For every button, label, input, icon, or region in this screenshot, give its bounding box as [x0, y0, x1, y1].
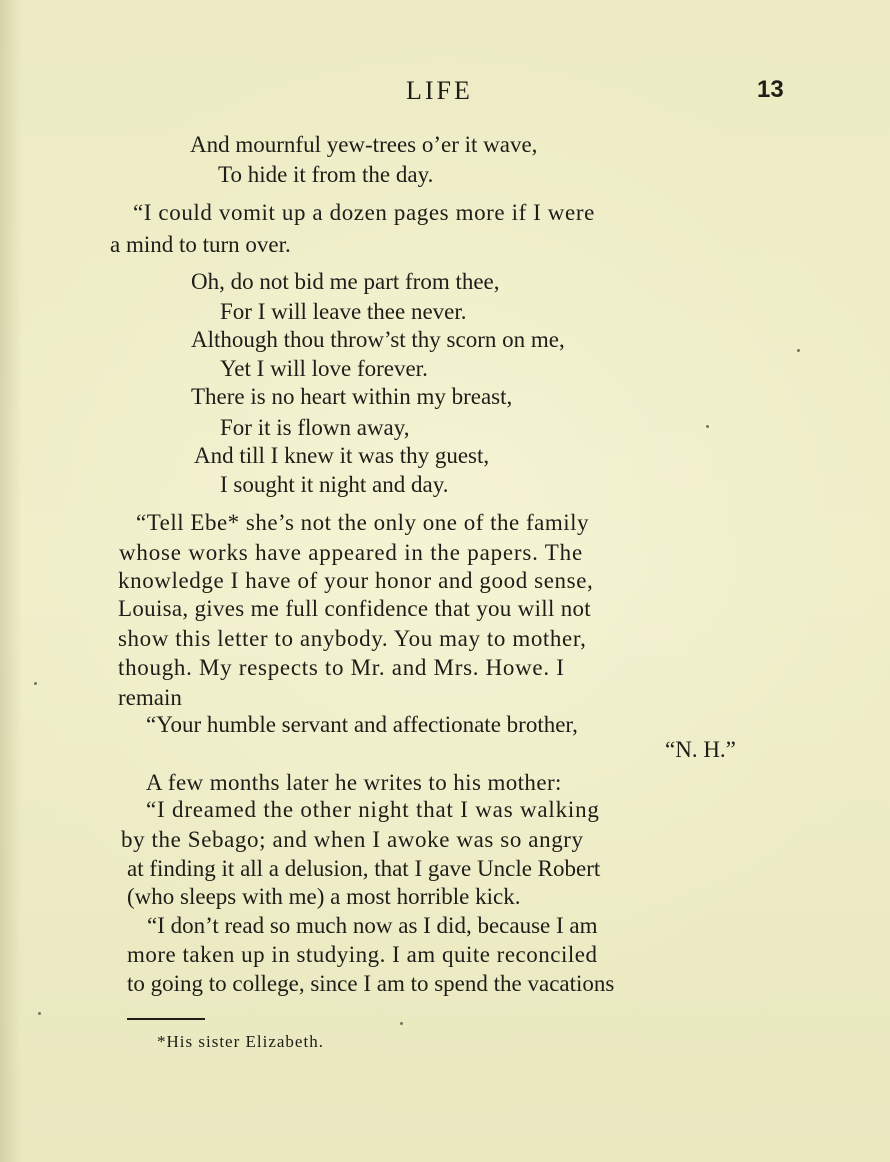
prose-line: a mind to turn over. — [110, 232, 291, 257]
prose-line: remain — [118, 685, 182, 710]
prose-line: by the Sebago; and when I awoke was so angry — [121, 827, 584, 852]
prose-line: show this letter to anybody. You may to mother, — [118, 626, 587, 651]
poem-line: There is no heart within my breast, — [191, 384, 513, 409]
page-gutter-shadow — [0, 0, 22, 1162]
prose-line: “I don’t read so much now as I did, because I am — [147, 913, 598, 938]
running-head: LIFE — [406, 76, 473, 105]
print-speck — [38, 1012, 41, 1015]
prose-line: A few months later he writes to his mother: — [146, 770, 562, 795]
poem-line: Although thou throw’st thy scorn on me, — [191, 327, 565, 352]
prose-line: “I could vomit up a dozen pages more if I were — [133, 200, 595, 225]
prose-line: more taken up in studying. I am quite reconciled — [127, 942, 598, 967]
footnote: *His sister Elizabeth. — [157, 1032, 324, 1051]
prose-line: “Tell Ebe* she’s not the only one of the family — [136, 510, 590, 535]
prose-line: whose works have appeared in the papers. The — [119, 540, 583, 565]
print-speck — [797, 349, 800, 352]
print-speck — [400, 1022, 403, 1025]
prose-line: Louisa, gives me full confidence that you will not — [118, 596, 591, 621]
poem-line: Yet I will love forever. — [220, 356, 428, 381]
print-speck — [34, 682, 37, 685]
prose-line: to going to college, since I am to spend the vacations — [127, 971, 615, 996]
prose-line: knowledge I have of your honor and good sense, — [118, 568, 594, 593]
footnote-rule — [127, 1018, 205, 1020]
prose-line: though. My respects to Mr. and Mrs. Howe. I — [118, 655, 565, 680]
poem-line: And mournful yew-trees o’er it wave, — [190, 132, 538, 157]
poem-line: And till I knew it was thy guest, — [194, 443, 490, 468]
poem-line: I sought it night and day. — [220, 472, 449, 497]
poem-line: Oh, do not bid me part from thee, — [191, 269, 500, 294]
prose-line: (who sleeps with me) a most horrible kick. — [127, 884, 521, 909]
poem-line: To hide it from the day. — [218, 162, 434, 187]
page-number: 13 — [757, 76, 784, 103]
prose-line: at finding it all a delusion, that I gave Uncle Robert — [127, 856, 601, 881]
print-speck — [706, 425, 709, 428]
prose-line: “I dreamed the other night that I was walking — [146, 797, 600, 822]
prose-line: “Your humble servant and affectionate brother, — [146, 712, 578, 737]
signature-line: “N. H.” — [665, 737, 736, 762]
poem-line: For it is flown away, — [220, 415, 410, 440]
poem-line: For I will leave thee never. — [220, 299, 467, 324]
